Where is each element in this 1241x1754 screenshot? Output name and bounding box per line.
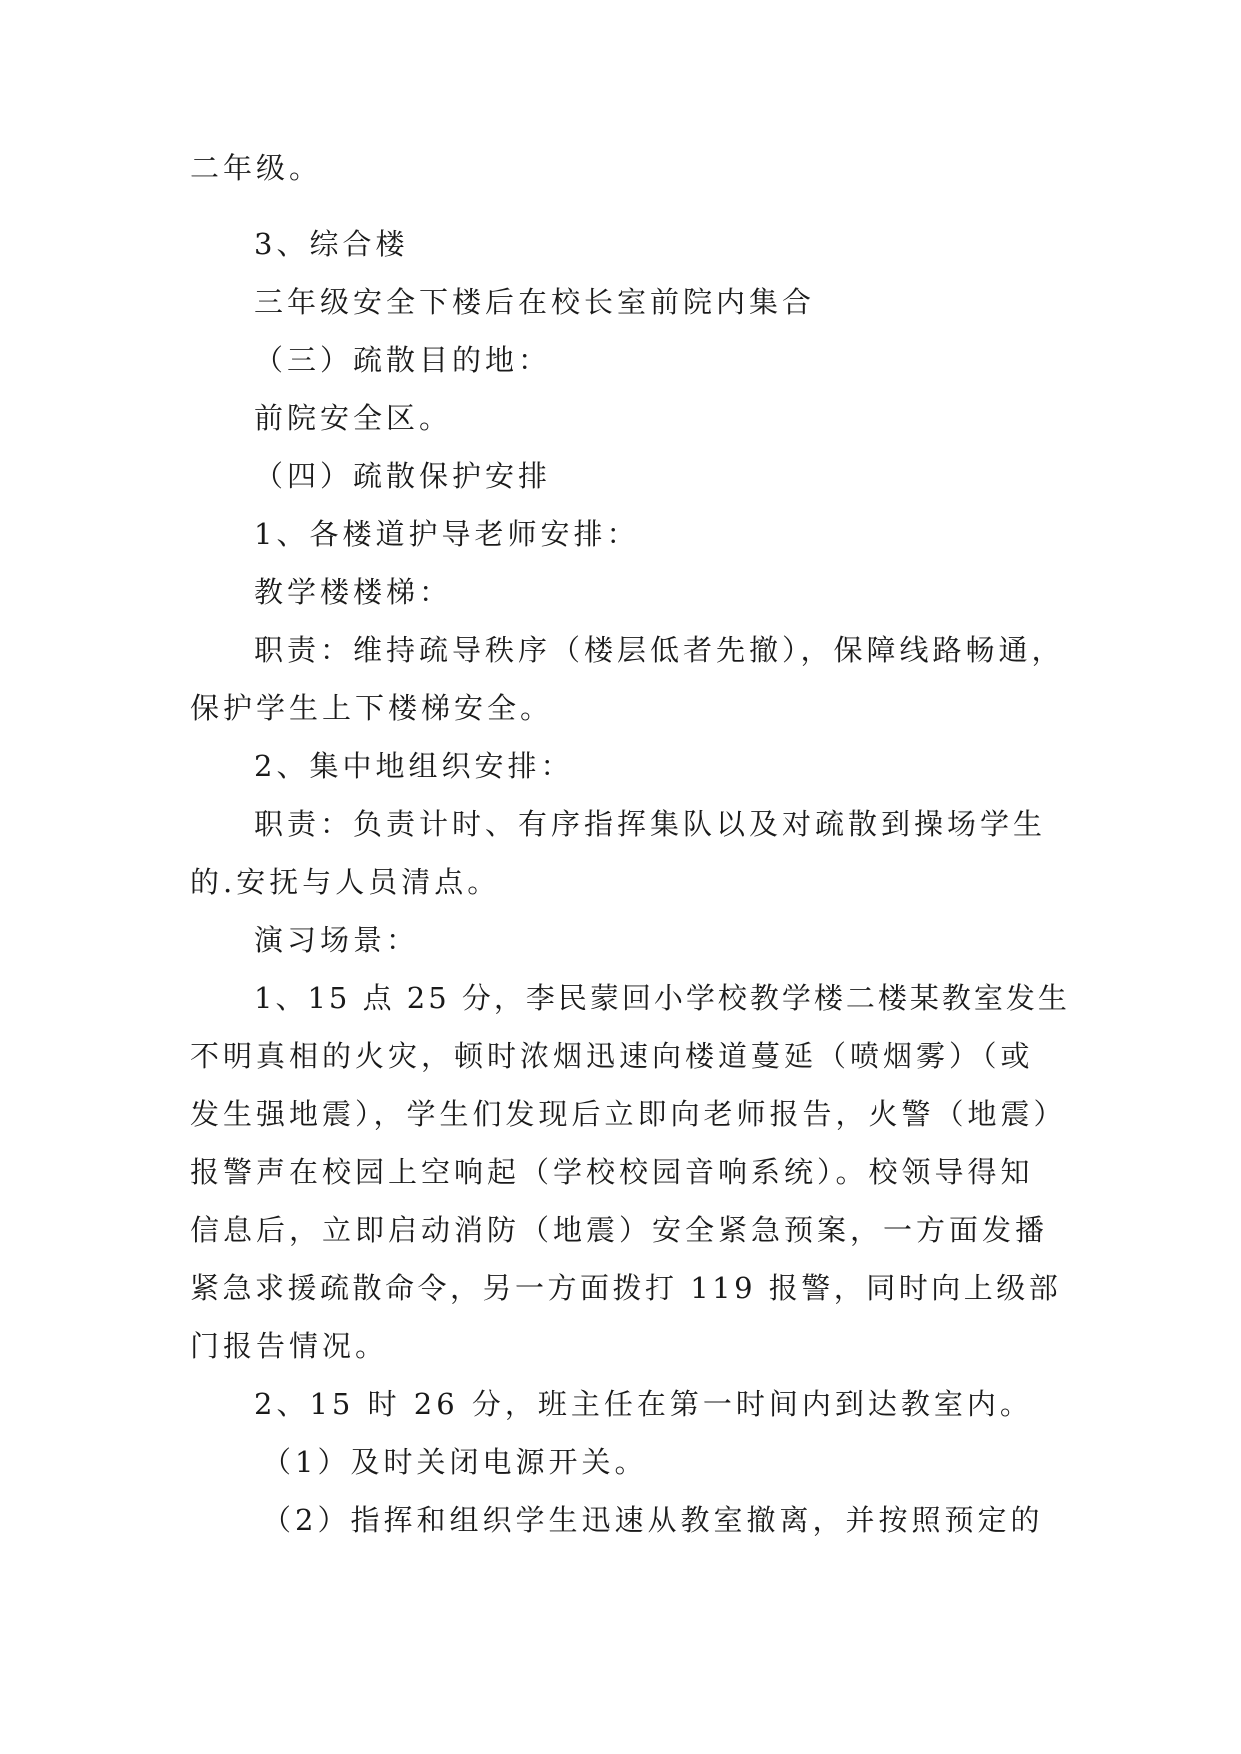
text-line: 2、15 时 26 分，班主任在第一时间内到达教室内。 xyxy=(254,1387,1033,1421)
text-line: 1、15 点 25 分，李民蒙回小学校教学楼二楼某教室发生 xyxy=(254,981,1070,1015)
text-line: 2、集中地组织安排： xyxy=(254,749,574,783)
text-line: 二年级。 xyxy=(190,151,323,185)
text-line: 保护学生上下楼梯安全。 xyxy=(190,691,554,725)
text-line: 1、各楼道护导老师安排： xyxy=(254,517,640,551)
text-line: 职责：维持疏导秩序（楼层低者先撤），保障线路畅通， xyxy=(254,633,1065,667)
text-line: 门报告情况。 xyxy=(190,1329,389,1363)
text-line: 前院安全区。 xyxy=(254,401,453,435)
text-line: 三年级安全下楼后在校长室前院内集合 xyxy=(254,285,816,319)
text-line: 发生强地震），学生们发现后立即向老师报告，火警（地震） xyxy=(190,1097,1067,1131)
text-line: 3、综合楼 xyxy=(254,227,409,261)
text-line: 演习场景： xyxy=(254,923,420,957)
text-line: （1）及时关闭电源开关。 xyxy=(262,1445,648,1479)
text-line: （三）疏散目的地： xyxy=(254,343,552,377)
text-line: （2）指挥和组织学生迅速从教室撤离，并按照预定的 xyxy=(262,1503,1044,1537)
text-line: 信息后，立即启动消防（地震）安全紧急预案，一方面发播 xyxy=(190,1213,1049,1247)
text-line: 教学楼楼梯： xyxy=(254,575,453,609)
text-line: 不明真相的火灾，顿时浓烟迅速向楼道蔓延（喷烟雾）（或 xyxy=(190,1039,1034,1073)
text-line: 职责：负责计时、有序指挥集队以及对疏散到操场学生 xyxy=(254,807,1047,841)
text-line: （四）疏散保护安排 xyxy=(254,459,552,493)
text-line: 报警声在校园上空响起（学校校园音响系统）。校领导得知 xyxy=(190,1155,1034,1189)
text-line: 紧急求援疏散命令，另一方面拨打 119 报警，同时向上级部 xyxy=(190,1271,1062,1305)
text-line: 的.安抚与人员清点。 xyxy=(190,865,501,899)
